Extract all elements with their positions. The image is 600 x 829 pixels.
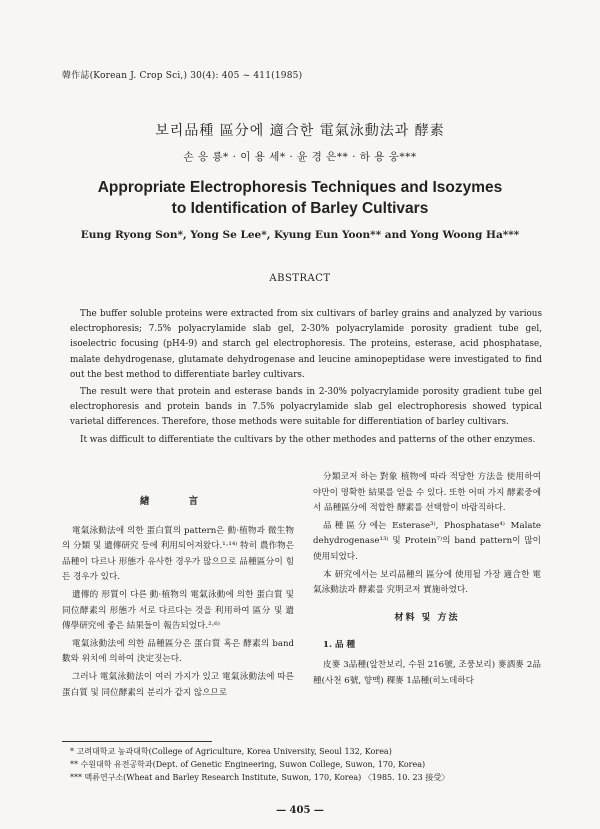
footnote: *** 맥류연구소(Wheat and Barley Research Institute, Suwon, 170, Korea) 〈1985. 10. 23 接受〉 (70, 773, 450, 782)
body-paragraph: 皮麥 3品種(앞찬보리, 수원 216號, 조풍보리) 麥酒麥 2品種(사천 6號, 향맥) 稞麥 1品種(히노데하다 (313, 659, 541, 686)
abstract (70, 307, 542, 450)
subsection-heading: 1. 品 種 (323, 640, 356, 651)
body-paragraph: 遺傳的 形質이 다른 動·植物의 電氣泳動에 의한 蛋白質 및 同位酵素의 形態가 서로 다르다는 것을 利用하여 區分 및 遺傳學研究에 좋은 結果들이 報告되었다.²·⁶⁾ (62, 589, 294, 632)
title-korean: 보리品種 區分에 適合한 電氣泳動法과 酵素 (155, 123, 445, 139)
title-english-line1: Appropriate Electrophoresis Techniques and Isozymes (97, 179, 503, 196)
footnote: * 고려대학교 농과대학(College of Agriculture, Korea University, Seoul 132, Korea) (70, 747, 392, 756)
title-english-line2: to Identification of Barley Cultivars (171, 200, 429, 217)
body-paragraph: 電氣泳動法에 의한 品種區分은 蛋白質 혹은 酵素의 band數와 위치에 의하여 決定짓는다. (62, 638, 294, 665)
footnotes (70, 745, 540, 784)
authors-english: Eung Ryong Son*, Yong Se Lee*, Kyung Eun Yoon** and Yong Woong Ha*** (80, 229, 520, 241)
page-number: — 405 — (276, 805, 324, 816)
body-paragraph: 本 研究에서는 보리品種의 區分에 使用될 가장 適合한 電氣泳動法과 酵素를 究明코저 實施하였다. (313, 569, 541, 596)
journal-reference: 韓作誌(Korean J. Crop Sci,) 30(4): 405 ~ 411(1985) (62, 71, 303, 81)
body-paragraph: 電氣泳動法에 의한 蛋白質의 pattern은 動·植物과 微生物의 分類 및 遺傳研究 등에 利用되어져왔다.¹·¹⁴⁾ 特히 農作物은 品種이 다르나 形態가 유사한 경우가 많으므로 品種區分이 힘든 경우가 있다. (62, 525, 294, 583)
authors-korean: 손 응 룡* · 이 용 세* · 윤 경 은** · 하 용 웅*** (183, 151, 417, 163)
footnote-divider (62, 741, 212, 742)
body-paragraph: 品種區分에는 Esterase³⁾, Phosphatase⁴⁾ Malate dehydrogenase¹³⁾ 및 Protein⁷⁾의 band pattern이 많이 使用되었다. (313, 520, 541, 562)
title-english (0, 177, 600, 219)
abstract-paragraph: The result were that protein and esterase bands in 2-30% polyacrylamide porosity gradient tube gel electrophoresis and protein bands in 7.5% polyacrylamide slab gel electrophoresis showed typical varietal differences. Therefore, those methods were suitable for differentiation of barley cultivars. (70, 387, 542, 428)
body-paragraph: 分類코저 하는 對象 植物에 따라 적당한 方法을 使用하여야만이 명확한 結果를 얻을 수 있다. 또한 어떠 가지 酵素중에서 品種區分에 적합한 酵素를 선택함이 바람직하다. (313, 472, 541, 514)
body-paragraph: 그러나 電氣泳動法이 여러 가지가 있고 電氣泳動法에 따른 蛋白質 및 同位酵素의 분리가 같지 않으므로 (62, 671, 294, 698)
section-heading-introduction: 緖 言 (139, 496, 217, 507)
footnote: ** 수원대학 유전공학과(Dept. of Genetic Engineering, Suwon College, Suwon, 170, Korea) (70, 760, 426, 769)
section-heading-methods: 材料 및 方法 (394, 612, 460, 623)
right-column (313, 470, 541, 691)
abstract-paragraph: It was difficult to differentiate the cultivars by the other methodes and patterns of the other enzymes. (80, 434, 536, 445)
abstract-paragraph: The buffer soluble proteins were extracted from six cultivars of barley grains and analyzed by various electrophoresis; 7.5% polyacrylamide slab gel, 2-30% polyacrylamide porosity gradient tube gel, isoelectric focusing (pH4-9) and starch gel electrophoresis. The proteins, esterase, acid phosphatase, malate dehydrogenase, glutamate dehydrogenase and leucine aminopeptidase were investigated to find out the best method to differentiate barley cultivars. (70, 309, 542, 380)
abstract-heading: ABSTRACT (269, 273, 331, 284)
left-column (62, 480, 294, 703)
